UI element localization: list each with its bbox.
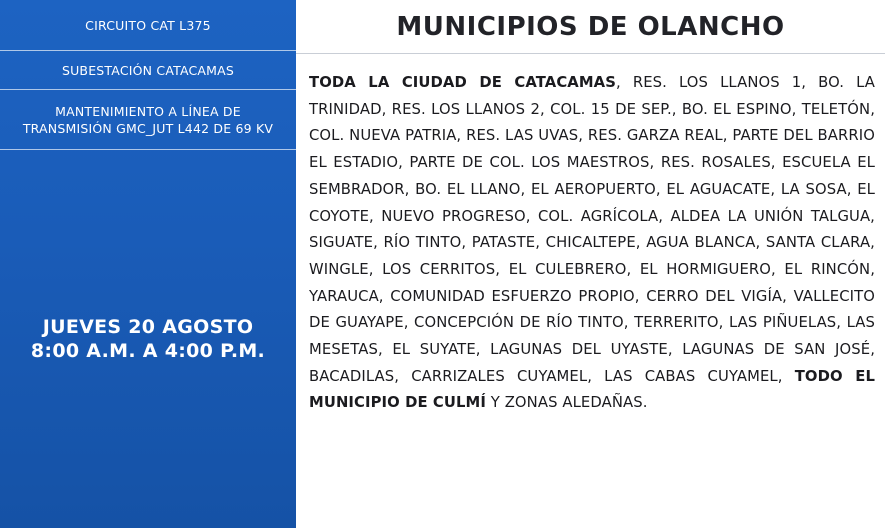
affected-areas-text xyxy=(309,70,875,417)
left-info-panel xyxy=(0,0,296,528)
maintenance-line-1: MANTENIMIENTO A LÍNEA DE xyxy=(55,103,241,119)
bold-lead: TODA LA CIUDAD DE CATACAMAS xyxy=(309,74,616,91)
page-title: MUNICIPIOS DE OLANCHO xyxy=(296,0,885,54)
schedule-block xyxy=(0,150,296,528)
date-label: JUEVES 20 AGOSTO xyxy=(42,316,254,338)
substation-label: SUBESTACIÓN CATACAMAS xyxy=(0,51,296,90)
affected-areas-panel xyxy=(296,0,885,528)
bold-tail: TODO EL MUNICIPIO DE CULMÍ xyxy=(309,367,875,412)
places-list: , RES. LOS LLANOS 1, BO. LA TRINIDAD, RES. LOS LLANOS 2, COL. 15 DE SEP., BO. EL ESPINO, TELETÓN, COL. NUEVA PATRIA, RES. LAS UVAS, RES. GARZA REAL, PARTE DEL BARRIO EL ESTADIO, PARTE DE COL. LOS MAESTROS, RES. ROSALES, ESCUELA EL SEMBRADOR, BO. EL LLANO, EL AEROPUERTO, EL AGUACATE, LA SOSA, EL COYOTE, NUEVO PROGRESO, COL. AGRÍCOLA, ALDEA LA UNIÓN TALGUA, SIGUATE, RÍO TINTO, PATASTE, CHICALTEPE, AGUA BLANCA, SANTA CLARA, WINGLE, LOS CERRITOS, EL CULEBRERO, EL HORMIGUERO, EL RINCÓN, YARAUCA, COMUNIDAD ESFUERZO PROPIO, CERRO DEL VIGÍA, VALLECITO DE GUAYAPE, CONCEPCIÓN DE RÍO TINTO, TERRERITO, LAS PIÑUELAS, LAS MESETAS, EL SUYATE, LAGUNAS DEL UYASTE, LAGUNAS DE SAN JOSÉ, BACADILAS, CARRIZALES CUYAMEL, LAS CABAS CUYAMEL, xyxy=(309,74,875,385)
maintenance-label xyxy=(0,90,296,150)
ending-text: Y ZONAS ALEDAÑAS. xyxy=(485,394,648,412)
circuit-label: CIRCUITO CAT L375 xyxy=(0,0,296,51)
maintenance-line-2: TRANSMISIÓN GMC_JUT L442 DE 69 KV xyxy=(22,120,274,136)
time-label: 8:00 A.M. A 4:00 P.M. xyxy=(30,340,266,362)
